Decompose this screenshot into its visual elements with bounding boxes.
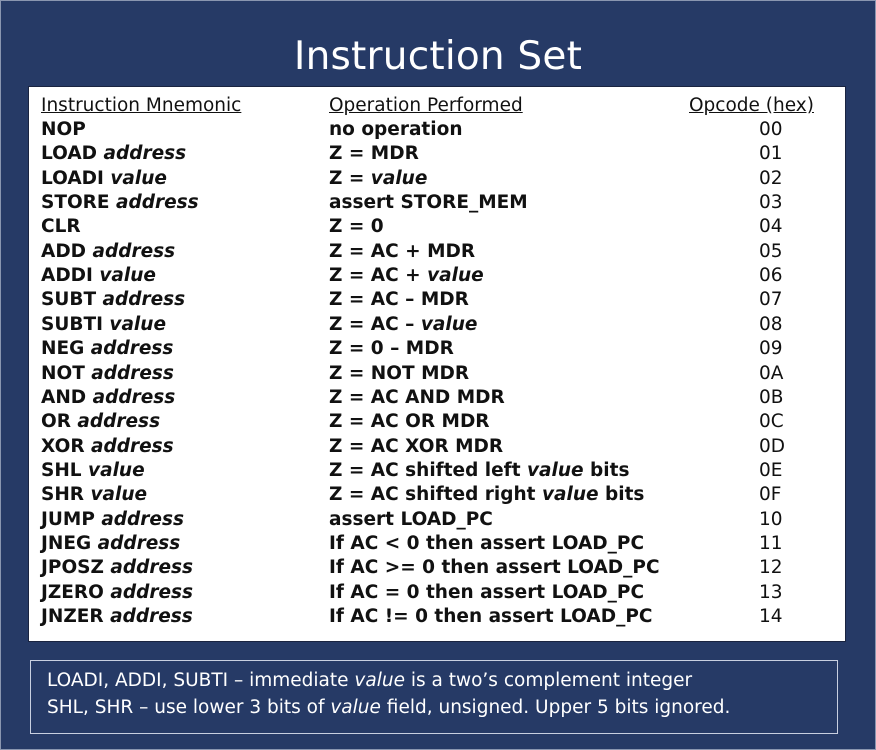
text-segment: LOADI [41,167,111,189]
text-segment: ADD [41,240,93,262]
text-segment: field, unsigned. Upper 5 bits ignored. [380,697,731,718]
mnemonic-cell [41,192,199,213]
italic-term: address [102,289,186,311]
text-segment: Z = MDR [329,143,419,165]
text-segment: Z = AC AND MDR [329,386,505,408]
opcode-cell: 13 [759,581,783,603]
mnemonic-cell [41,411,160,432]
operation-cell [329,606,652,627]
mnemonic-cell [41,606,193,627]
mnemonic-cell [41,143,186,164]
italic-term: address [91,362,174,384]
opcode-cell: 03 [759,192,783,214]
italic-term: address [103,143,187,165]
mnemonic-cell [41,363,174,384]
text-segment: If AC != 0 then assert LOAD_PC [329,606,653,627]
operation-cell [329,143,419,164]
operation-cell [329,363,469,384]
note-line-immediate [47,670,692,691]
text-segment: If AC >= 0 then assert LOAD_PC [329,557,660,579]
italic-term: address [110,557,194,579]
text-segment: Z = [329,167,371,189]
text-segment: no operation [329,119,463,140]
text-segment: LOADI, ADDI, SUBTI – immediate [47,670,355,691]
mnemonic-cell [41,241,175,262]
mnemonic-cell [41,533,180,554]
operation-cell [329,192,528,213]
opcode-cell: 08 [759,313,783,335]
italic-term: address [91,435,174,457]
operation-cell [329,533,644,554]
opcode-cell: 14 [759,606,783,627]
italic-term: value [420,313,478,335]
opcode-cell: 06 [759,265,783,287]
operation-cell [329,314,477,335]
mnemonic-cell [41,460,145,481]
operation-cell [329,265,484,286]
italic-term: value [90,484,148,506]
text-segment: Z = 0 – MDR [329,338,454,360]
notes-box [30,660,838,734]
italic-term: value [99,265,156,287]
mnemonic-cell [41,338,173,359]
table-row [29,411,845,435]
italic-term: address [92,386,176,408]
mnemonic-cell [41,582,193,603]
text-segment: Z = AC – MDR [329,289,469,311]
text-segment: CLR [41,216,81,238]
text-segment: Z = AC OR MDR [329,411,490,433]
operation-cell [329,582,644,603]
operation-cell [329,216,384,237]
table-row [29,265,845,289]
text-segment: assert STORE_MEM [329,192,528,214]
operation-cell [329,338,454,359]
table-row [29,338,845,362]
text-segment: SHL [41,459,89,481]
table-row [29,119,845,143]
italic-term: address [110,606,193,627]
text-segment: XOR [41,435,92,457]
mnemonic-cell [41,119,86,140]
text-segment: Z = 0 [329,216,384,238]
italic-term: value [427,265,484,287]
mnemonic-cell [41,557,193,578]
operation-cell [329,289,469,310]
italic-term: address [101,508,184,530]
text-segment: assert LOAD_PC [329,508,493,530]
mnemonic-cell [41,484,147,505]
table-row [29,460,845,484]
table-row [29,314,845,338]
table-row [29,533,845,557]
mnemonic-cell [41,216,81,237]
text-segment: Z = AC XOR MDR [329,435,504,457]
table-row [29,484,845,508]
italic-term: value [88,459,145,481]
mnemonic-cell [41,265,156,286]
opcode-cell: 11 [759,532,783,554]
operation-cell [329,509,493,530]
opcode-cell: 10 [759,508,783,530]
opcode-cell: 09 [759,338,783,360]
text-segment: LOAD [41,143,104,165]
mnemonic-cell [41,314,166,335]
italic-term: value [541,484,599,506]
table-row [29,436,845,460]
text-segment: Z = AC shifted left [329,459,527,481]
mnemonic-cell [41,168,167,189]
italic-term: address [116,192,199,214]
opcode-cell: 0C [759,411,784,433]
table-row [29,557,845,581]
text-segment: JNEG [41,532,98,554]
opcode-cell: 12 [759,557,783,579]
mnemonic-cell [41,289,185,310]
text-segment: ADDI [41,265,100,287]
text-segment: Z = AC + MDR [329,240,476,262]
text-segment: If AC < 0 then assert LOAD_PC [329,532,645,554]
opcode-cell: 0F [759,484,782,506]
table-row [29,192,845,216]
operation-cell [329,460,630,481]
note-line-shift [47,697,730,718]
table-row [29,582,845,606]
text-segment: JUMP [41,508,102,530]
operation-cell [329,557,660,578]
page-title: Instruction Set [293,34,583,79]
text-segment: bits [583,459,630,481]
text-segment: bits [598,484,645,506]
table-row [29,509,845,533]
opcode-cell: 0E [759,459,783,481]
italic-term: value [354,670,405,691]
italic-term: address [90,338,174,360]
table-header [29,95,845,119]
text-segment: AND [41,386,93,408]
table-row [29,606,845,630]
italic-term: value [527,459,584,481]
text-segment: Z = AC – [329,313,421,335]
italic-term: value [109,313,166,335]
header-mnemonic: Instruction Mnemonic [41,95,242,116]
mnemonic-cell [41,436,174,457]
text-segment: Z = AC shifted right [329,484,542,506]
operation-cell [329,241,475,262]
opcode-cell: 0B [759,386,784,408]
table-row [29,241,845,265]
table-row [29,216,845,240]
operation-cell [329,436,503,457]
text-segment: SHL, SHR – use lower 3 bits of [47,697,331,718]
operation-cell [329,411,490,432]
text-segment: OR [41,411,78,433]
text-segment: is a two’s complement integer [404,670,693,691]
text-segment: NEG [41,338,91,360]
italic-term: address [77,411,161,433]
opcode-cell: 04 [759,216,783,238]
text-segment: SUBT [41,289,103,311]
italic-term: address [97,532,181,554]
opcode-cell: 07 [759,289,783,311]
italic-term: value [330,697,381,718]
header-opcode: Opcode (hex) [689,95,814,116]
text-segment: Z = AC + [329,265,428,287]
text-segment: STORE [41,192,116,214]
text-segment: JNZER [41,606,111,627]
text-segment: Z = NOT MDR [329,362,470,384]
text-segment: If AC = 0 then assert LOAD_PC [329,581,645,603]
opcode-cell: 0A [759,362,784,384]
header-operation: Operation Performed [329,95,523,116]
table-row [29,363,845,387]
operation-cell [329,119,463,140]
mnemonic-cell [41,509,184,530]
table-row [29,289,845,313]
opcode-cell: 02 [759,167,783,189]
mnemonic-cell [41,387,175,408]
italic-term: value [370,167,428,189]
instruction-table [28,86,846,642]
italic-term: address [110,581,194,603]
opcode-cell: 05 [759,240,783,262]
operation-cell [329,387,505,408]
operation-cell [329,168,427,189]
opcode-cell: 01 [759,143,783,165]
opcode-cell: 00 [759,119,783,140]
table-row [29,168,845,192]
table-row [29,387,845,411]
text-segment: NOT [41,362,92,384]
text-segment: JPOSZ [41,557,111,579]
text-segment: SUBTI [41,313,110,335]
italic-term: value [110,167,167,189]
operation-cell [329,484,644,505]
text-segment: SHR [41,484,91,506]
opcode-cell: 0D [759,435,786,457]
italic-term: address [92,240,176,262]
table-row [29,143,845,167]
text-segment: NOP [41,119,86,140]
text-segment: JZERO [41,581,111,603]
